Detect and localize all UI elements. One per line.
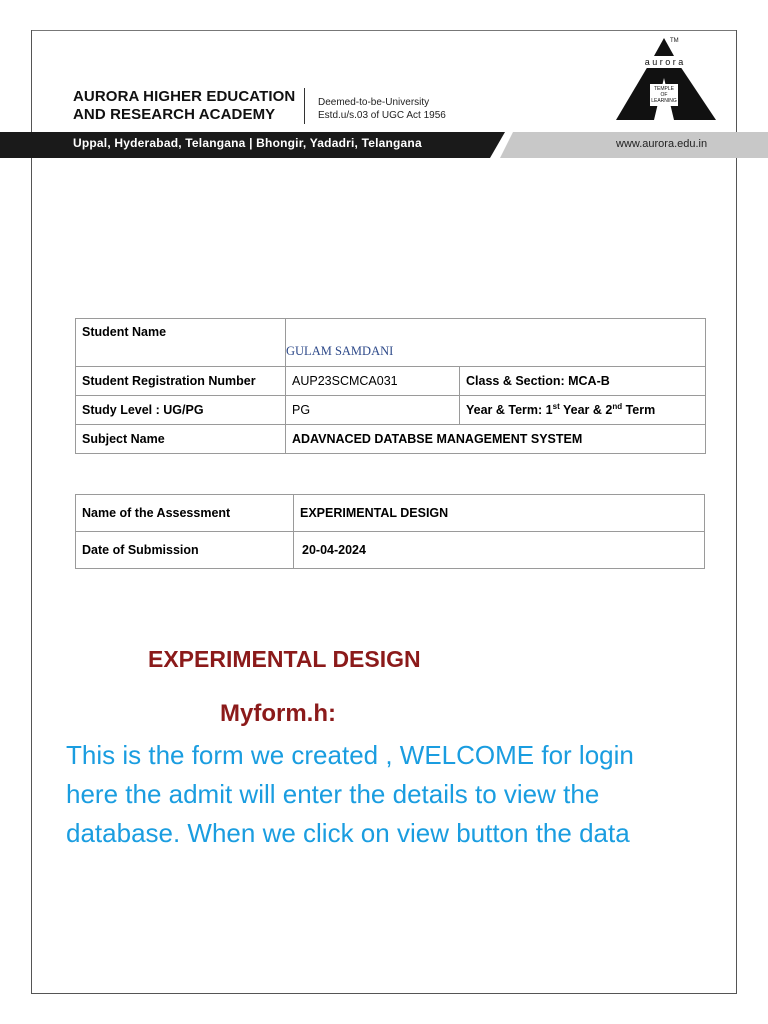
aurora-logo — [612, 34, 728, 126]
body-line: database. When we click on view button the data — [66, 818, 630, 848]
student-details-table — [75, 318, 706, 454]
table-row — [76, 396, 706, 425]
header-divider — [304, 88, 305, 124]
svg-text:LEARNING: LEARNING — [651, 98, 677, 104]
body-paragraph — [66, 736, 736, 853]
assessment-name-label: Name of the Assessment — [76, 495, 294, 532]
table-row — [76, 532, 705, 569]
student-name-value: GULAM SAMDANI — [286, 319, 706, 367]
body-line: here the admit will enter the details to view the — [66, 779, 600, 809]
table-row — [76, 425, 706, 454]
section-title: EXPERIMENTAL DESIGN — [148, 646, 421, 672]
reg-number-value: AUP23SCMCA031 — [286, 367, 460, 396]
website-url: www.aurora.edu.in — [616, 138, 708, 150]
body-line: This is the form we created , WELCOME for login — [66, 740, 634, 770]
subject-label: Subject Name — [76, 425, 286, 454]
assessment-table — [75, 494, 705, 569]
submission-date-label: Date of Submission — [76, 532, 294, 569]
svg-text:a u r o r a: a u r o r a — [644, 57, 684, 67]
subject-value: ADAVNACED DATABSE MANAGEMENT SYSTEM — [286, 425, 706, 454]
svg-text:TM: TM — [670, 38, 679, 44]
table-row — [76, 319, 706, 367]
table-row — [76, 495, 705, 532]
class-section: Class & Section: MCA-B — [460, 367, 706, 396]
submission-date-value: 20-04-2024 — [294, 532, 705, 569]
svg-text:OF: OF — [660, 92, 668, 98]
study-level-label: Study Level : UG/PG — [76, 396, 286, 425]
study-level-value: PG — [286, 396, 460, 425]
assessment-name-value: EXPERIMENTAL DESIGN — [294, 495, 705, 532]
deemed-university-note: Deemed-to-be-University Estd.u/s.03 of UGC Act 1956 — [318, 97, 446, 121]
year-term: Year & Term: 1st Year & 2nd Term — [460, 396, 706, 425]
campus-locations: Uppal, Hyderabad, Telangana | Bhongir, Yadadri, Telangana — [73, 136, 422, 150]
student-name-label: Student Name — [76, 319, 286, 367]
svg-text:TEMPLE: TEMPLE — [653, 86, 675, 92]
institution-name: AURORA HIGHER EDUCATION AND RESEARCH ACADEMY — [73, 88, 296, 123]
table-row — [76, 367, 706, 396]
file-title: Myform.h: — [220, 700, 336, 727]
reg-number-label: Student Registration Number — [76, 367, 286, 396]
